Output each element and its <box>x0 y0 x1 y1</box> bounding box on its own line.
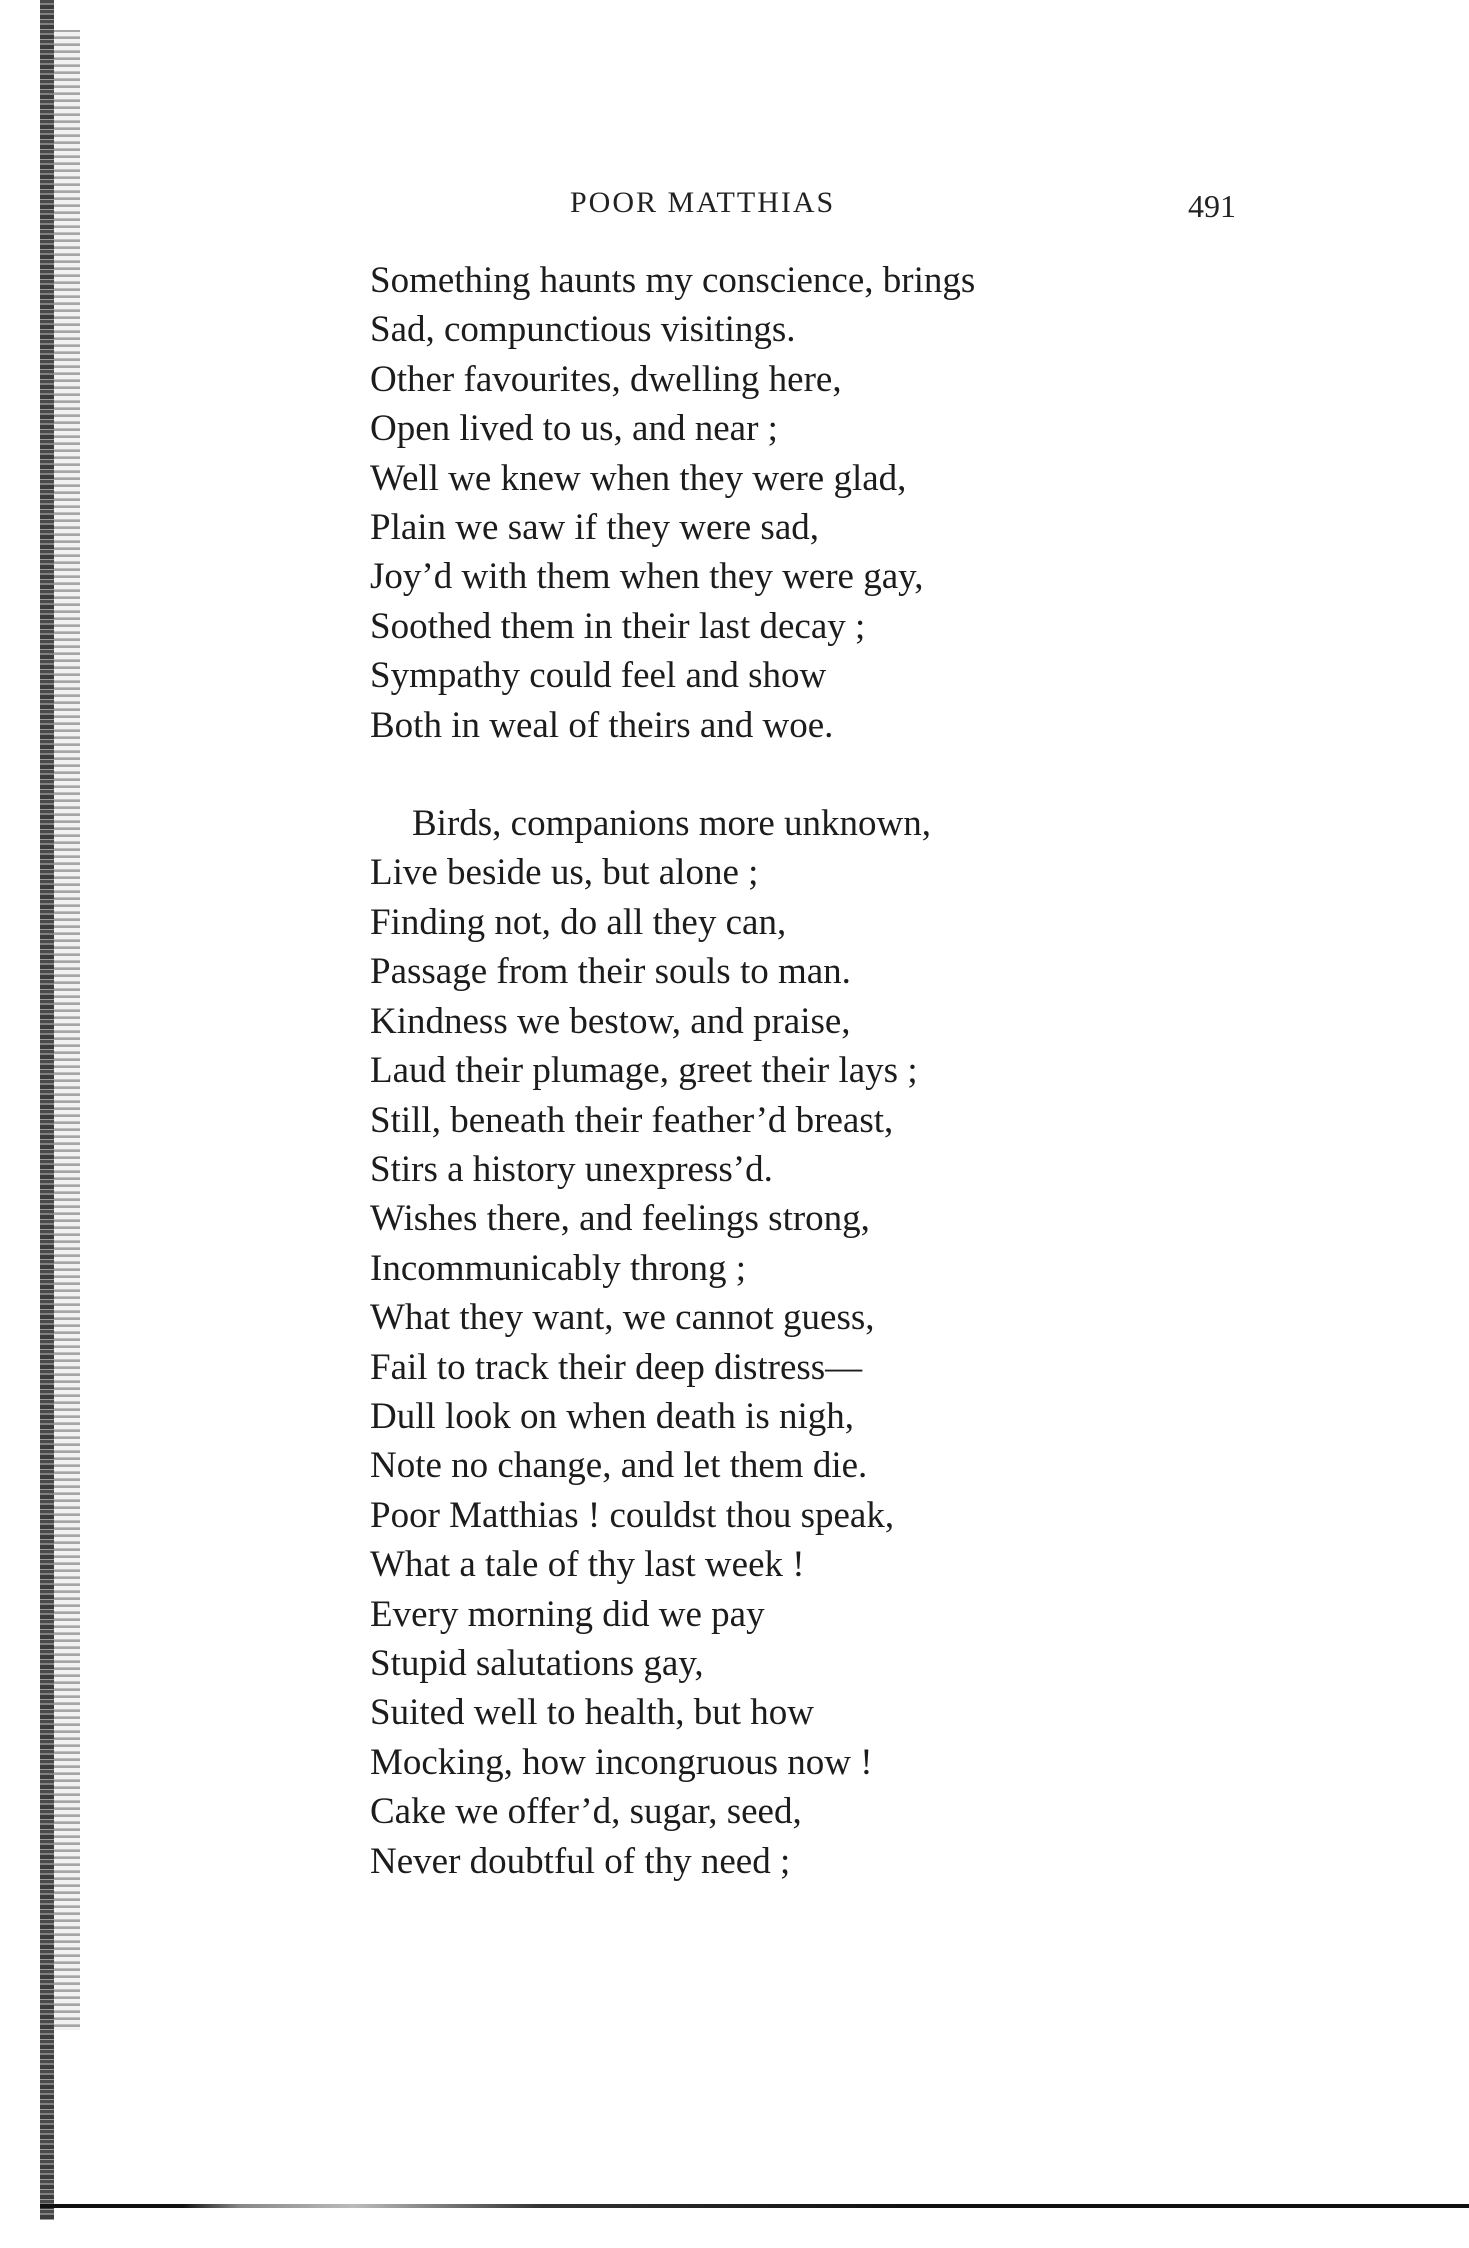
poem-line: Open lived to us, and near ; <box>370 408 778 450</box>
poem-line: Finding not, do all they can, <box>370 901 787 943</box>
poem-line: Stirs a history unexpress’d. <box>370 1148 773 1190</box>
poem-line: Something haunts my conscience, brings <box>370 260 976 301</box>
poem-line: Kindness we bestow, and praise, <box>370 1000 851 1042</box>
poem-line: Poor Matthias ! couldst thou speak, <box>370 1494 895 1536</box>
poem-line: Suited well to health, but how <box>370 1692 814 1734</box>
scan-binding-shadow <box>54 30 80 2030</box>
poem-line: Dull look on when death is nigh, <box>370 1395 855 1437</box>
poem-line: Fail to track their deep distress— <box>370 1346 863 1388</box>
poem-line: Note no change, and let them die. <box>370 1445 868 1487</box>
running-head: POOR MATTHIAS <box>570 186 836 219</box>
poem-line: Sad, compunctious visitings. <box>370 309 796 351</box>
poem-line: Cake we offer’d, sugar, seed, <box>370 1791 802 1833</box>
poem-line: Wishes there, and feelings strong, <box>370 1198 870 1240</box>
poem-line: Every morning did we pay <box>370 1593 765 1635</box>
stanza-1 <box>370 256 1370 750</box>
stanza-2 <box>370 799 1370 1886</box>
poem-line: Other favourites, dwelling here, <box>370 358 842 400</box>
poem-line: Passage from their souls to man. <box>370 951 851 993</box>
poem-line: Laud their plumage, greet their lays ; <box>370 1050 918 1092</box>
poem-line: Live beside us, but alone ; <box>370 852 759 894</box>
poem-line: Birds, companions more unknown, <box>412 803 931 845</box>
page-number: 491 <box>1188 188 1236 224</box>
poem-line: Stupid salutations gay, <box>370 1642 704 1684</box>
page-header <box>0 180 1469 230</box>
poem-line: Still, beneath their feather’d breast, <box>370 1099 894 1141</box>
poem-line: What they want, we cannot guess, <box>370 1297 875 1339</box>
poem-line: Both in weal of theirs and woe. <box>370 704 834 746</box>
poem-line: Joy’d with them when they were gay, <box>370 556 924 598</box>
poem-line: Never doubtful of thy need ; <box>370 1840 791 1882</box>
poem-line: Plain we saw if they were sad, <box>370 507 820 549</box>
poem-line: Well we knew when they were glad, <box>370 457 907 499</box>
scan-binding-edge <box>40 0 54 2220</box>
poem-line: What a tale of thy last week ! <box>370 1544 805 1586</box>
poem-line: Incommunicably throng ; <box>370 1247 747 1289</box>
poem-line: Sympathy could feel and show <box>370 655 827 697</box>
poem-body <box>370 256 1370 1886</box>
poem-line: Soothed them in their last decay ; <box>370 605 866 647</box>
scan-bottom-edge <box>40 2204 1469 2208</box>
poem-line: Mocking, how incongruous now ! <box>370 1741 873 1783</box>
